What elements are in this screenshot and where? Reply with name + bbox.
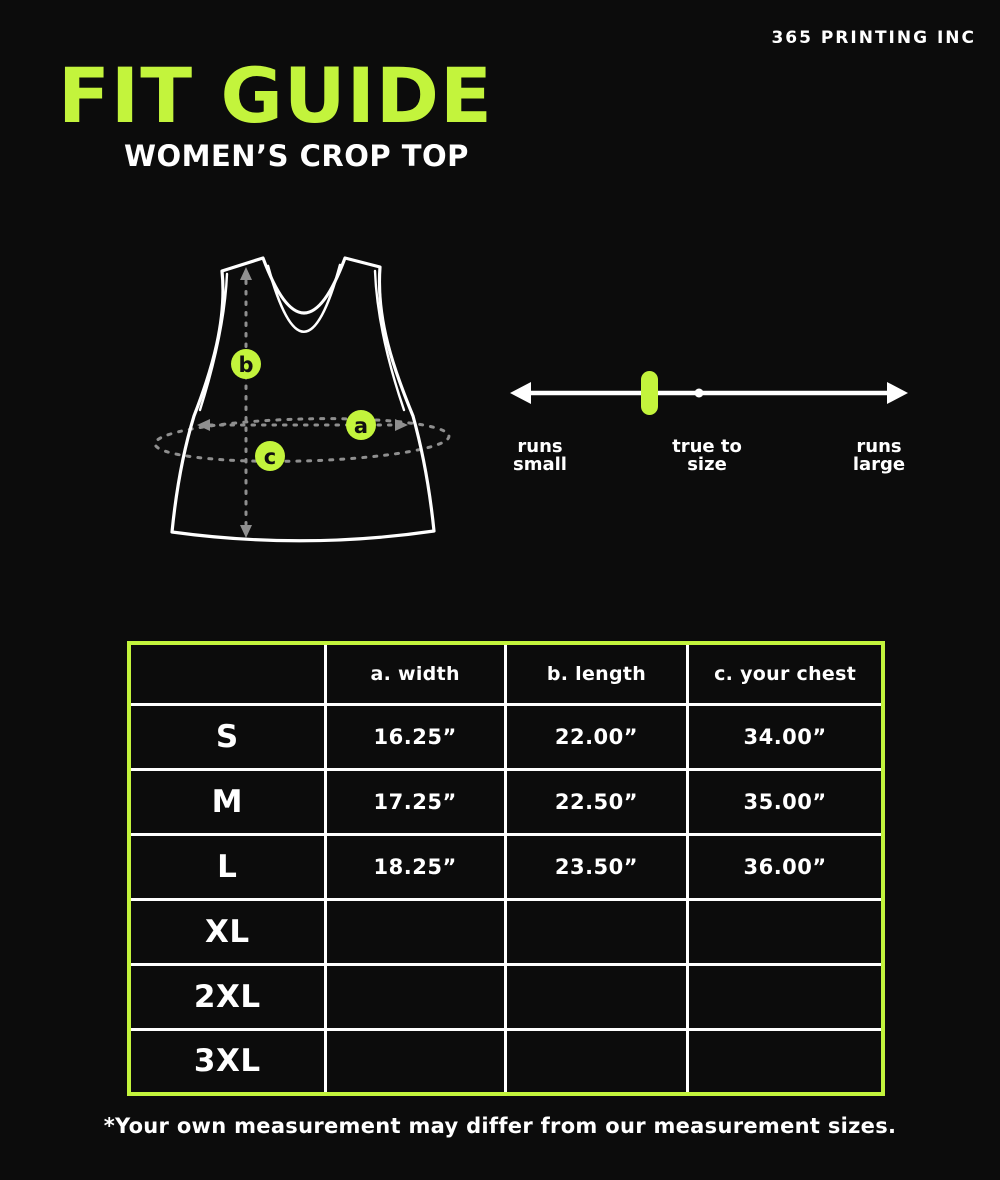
chest-measure-ellipse	[155, 415, 450, 465]
size-label: L	[129, 834, 325, 899]
chest-value: 35.00”	[688, 769, 883, 834]
length-arrow-down-icon	[240, 525, 252, 538]
runs-small-label-line2: small	[513, 454, 567, 475]
crop-top-diagram	[140, 240, 475, 560]
length-value	[505, 1029, 687, 1094]
chest-value	[688, 964, 883, 1029]
table-row-l	[129, 834, 883, 899]
size-chart-header-chest: c. your chest	[688, 643, 883, 704]
chest-value: 34.00”	[688, 704, 883, 769]
marker-c-label: c	[263, 445, 277, 469]
width-value	[325, 964, 505, 1029]
length-value: 22.50”	[505, 769, 687, 834]
neckline-inner-line	[268, 265, 340, 332]
table-row-2xl	[129, 964, 883, 1029]
size-chart-header-length: b. length	[505, 643, 687, 704]
size-chart-header-row	[129, 643, 883, 704]
table-row-xl	[129, 899, 883, 964]
fit-scale-arrow-right-icon	[887, 382, 908, 404]
width-value	[325, 1029, 505, 1094]
width-value: 18.25”	[325, 834, 505, 899]
length-value: 22.00”	[505, 704, 687, 769]
table-row-s	[129, 704, 883, 769]
runs-small-label-line1: runs	[517, 436, 563, 457]
length-arrow-up-icon	[240, 267, 252, 280]
width-value	[325, 899, 505, 964]
size-label: S	[129, 704, 325, 769]
runs-large-label-line2: large	[852, 454, 906, 475]
size-label: XL	[129, 899, 325, 964]
length-value	[505, 964, 687, 1029]
length-value: 23.50”	[505, 834, 687, 899]
marker-a-label: a	[353, 414, 369, 438]
size-label: 2XL	[129, 964, 325, 1029]
fit-scale	[495, 350, 915, 475]
fit-scale-center-dot	[695, 389, 704, 398]
length-value	[505, 899, 687, 964]
chest-value	[688, 899, 883, 964]
marker-b-label: b	[238, 353, 254, 377]
fit-scale-arrow-left-icon	[510, 382, 531, 404]
chest-value: 36.00”	[688, 834, 883, 899]
chest-value	[688, 1029, 883, 1094]
table-row-3xl	[129, 1029, 883, 1094]
width-arrow-left-icon	[197, 419, 210, 431]
brand-name: 365 PRINTING INC	[771, 28, 976, 48]
runs-large-label-line1: runs	[856, 436, 902, 457]
true-to-size-label-line2: size	[687, 454, 727, 475]
size-chart-corner-cell	[129, 643, 325, 704]
crop-top-outline	[172, 258, 434, 541]
true-to-size-label-line1: true to	[672, 436, 742, 457]
size-label: M	[129, 769, 325, 834]
fit-scale-marker	[641, 371, 658, 415]
size-chart-header-width: a. width	[325, 643, 505, 704]
width-value: 17.25”	[325, 769, 505, 834]
width-value: 16.25”	[325, 704, 505, 769]
size-label: 3XL	[129, 1029, 325, 1094]
page-title: FIT GUIDE	[58, 51, 493, 140]
page-subtitle: WOMEN’S CROP TOP	[124, 139, 469, 173]
table-row-m	[129, 769, 883, 834]
size-chart-table	[127, 641, 885, 1096]
measurement-disclaimer: *Your own measurement may differ from our measurement sizes.	[103, 1114, 897, 1138]
